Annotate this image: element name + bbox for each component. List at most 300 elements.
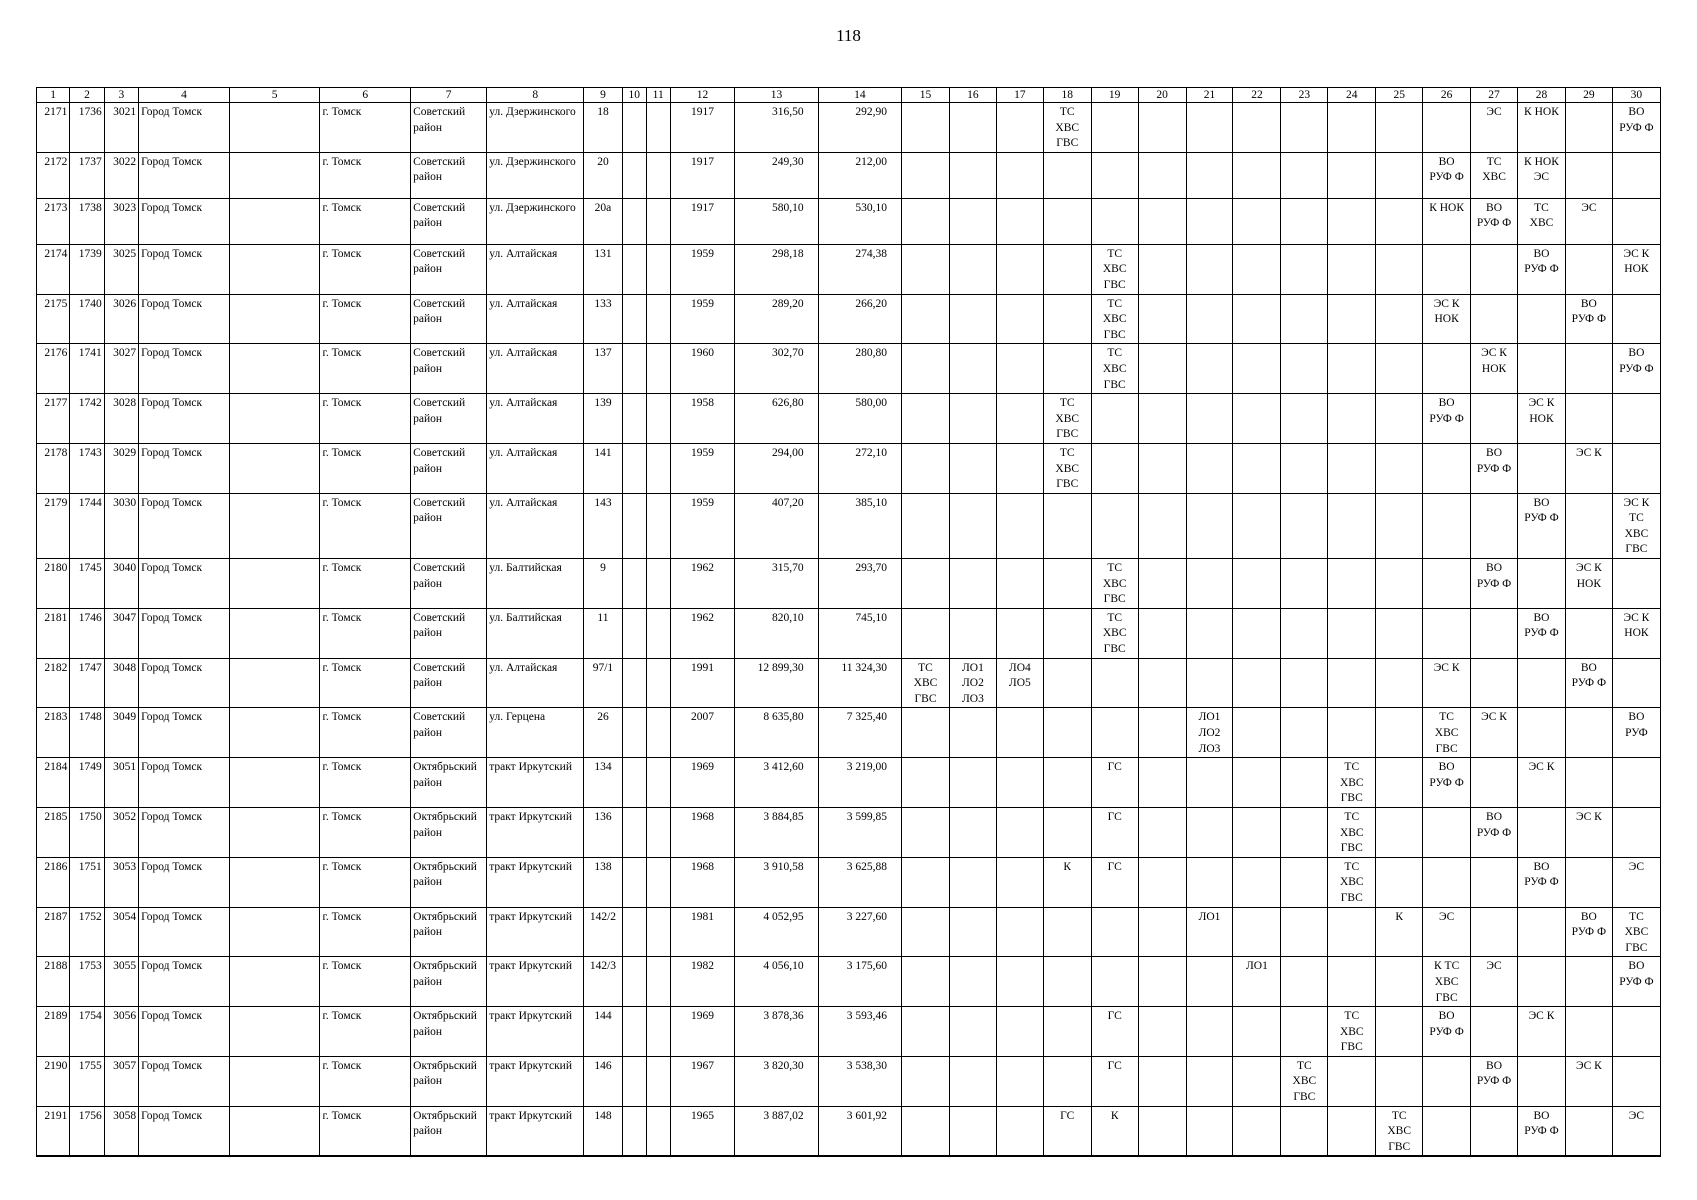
table-cell: тракт Иркутский (487, 1106, 584, 1156)
table-cell: 212,00 (818, 152, 901, 198)
table-cell (1518, 443, 1566, 493)
table-cell (902, 493, 950, 558)
table-cell: ЛО1 (1186, 907, 1233, 957)
table-cell: 139 (584, 394, 623, 444)
table-body (37, 103, 1661, 1157)
table-cell (1423, 344, 1471, 394)
table-cell: 3030 (104, 493, 138, 558)
table-cell (1471, 907, 1518, 957)
table-cell: 2007 (670, 708, 735, 758)
table-cell: ВО РУФ Ф (1423, 1007, 1471, 1057)
table-cell: ул. Балтийская (487, 559, 584, 609)
table-cell: ЭС К (1518, 1007, 1566, 1057)
table-cell: 3 820,30 (735, 1056, 818, 1106)
table-cell: 3 538,30 (818, 1056, 901, 1106)
table-cell: ЭС (1612, 857, 1660, 907)
table-cell: 530,10 (818, 198, 901, 244)
table-cell: ЭС К ТС ХВС ГВС (1612, 493, 1660, 558)
table-cell (996, 344, 1043, 394)
table-cell (1328, 708, 1376, 758)
table-cell (1612, 758, 1660, 808)
table-cell (1328, 1106, 1376, 1156)
table-cell: К (1091, 1106, 1138, 1156)
table-cell: ВО РУФ Ф (1518, 1106, 1566, 1156)
table-cell (1233, 857, 1281, 907)
table-cell: г. Томск (320, 608, 411, 658)
table-cell (1186, 443, 1233, 493)
table-cell: Советский район (411, 658, 487, 708)
table-cell (1376, 957, 1423, 1007)
table-cell (949, 857, 996, 907)
table-cell (229, 708, 320, 758)
table-cell (1233, 394, 1281, 444)
table-cell (1138, 294, 1186, 344)
table-cell: 3057 (104, 1056, 138, 1106)
table-cell: г. Томск (320, 559, 411, 609)
table-cell (622, 394, 646, 444)
table-cell: 1962 (670, 608, 735, 658)
table-cell (646, 608, 670, 658)
table-cell: г. Томск (320, 294, 411, 344)
table-cell: 2171 (37, 103, 70, 153)
column-header: 27 (1471, 88, 1518, 103)
table-cell (1186, 198, 1233, 244)
table-cell: ВО РУФ Ф (1471, 443, 1518, 493)
table-cell: 142/2 (584, 907, 623, 957)
table-cell: ЭС К (1565, 807, 1612, 857)
table-cell (622, 198, 646, 244)
table-cell (646, 294, 670, 344)
table-cell: Советский район (411, 344, 487, 394)
table-cell: ГС (1091, 857, 1138, 907)
table-cell: ТС ХВС ГВС (1612, 907, 1660, 957)
table-cell (1138, 1056, 1186, 1106)
table-row (37, 244, 1661, 294)
table-cell (1376, 1007, 1423, 1057)
table-cell (996, 907, 1043, 957)
table-cell (1423, 1106, 1471, 1156)
table-cell: 249,30 (735, 152, 818, 198)
table-cell: 18 (584, 103, 623, 153)
table-cell (622, 957, 646, 1007)
table-cell (1233, 559, 1281, 609)
table-cell: 3 887,02 (735, 1106, 818, 1156)
table-cell: тракт Иркутский (487, 758, 584, 808)
table-cell: 1959 (670, 443, 735, 493)
table-cell (1423, 857, 1471, 907)
table-cell (949, 957, 996, 1007)
table-cell (1043, 198, 1091, 244)
table-cell: 1958 (670, 394, 735, 444)
table-cell (1612, 807, 1660, 857)
table-cell: г. Томск (320, 344, 411, 394)
table-cell (1233, 907, 1281, 957)
table-cell (902, 1056, 950, 1106)
table-cell (1423, 608, 1471, 658)
table-cell (1471, 658, 1518, 708)
table-cell: ВО РУФ Ф (1518, 608, 1566, 658)
table-cell (1471, 493, 1518, 558)
table-cell: 293,70 (818, 559, 901, 609)
table-cell (646, 807, 670, 857)
table-cell (1471, 394, 1518, 444)
table-cell: тракт Иркутский (487, 857, 584, 907)
table-cell (996, 103, 1043, 153)
table-cell: ТС ХВС ГВС (1091, 294, 1138, 344)
table-cell: 1959 (670, 294, 735, 344)
table-row (37, 493, 1661, 558)
table-cell (996, 857, 1043, 907)
table-cell (229, 152, 320, 198)
table-cell (949, 152, 996, 198)
table-cell: К (1043, 857, 1091, 907)
table-cell: Город Томск (139, 907, 230, 957)
table-row (37, 344, 1661, 394)
table-cell (902, 1106, 950, 1156)
table-cell (996, 957, 1043, 1007)
table-cell: К (1376, 907, 1423, 957)
table-cell (646, 559, 670, 609)
table-cell (1043, 244, 1091, 294)
table-cell: 3 599,85 (818, 807, 901, 857)
table-cell: 2191 (37, 1106, 70, 1156)
table-cell (1091, 907, 1138, 957)
column-header: 9 (584, 88, 623, 103)
table-cell (622, 807, 646, 857)
table-cell: г. Томск (320, 708, 411, 758)
table-cell: 280,80 (818, 344, 901, 394)
table-cell: ЭС К (1471, 708, 1518, 758)
table-cell: 294,00 (735, 443, 818, 493)
table-cell (1565, 244, 1612, 294)
table-cell (1612, 152, 1660, 198)
table-cell: ул. Алтайская (487, 344, 584, 394)
table-cell (1233, 1056, 1281, 1106)
table-cell (1138, 198, 1186, 244)
table-cell (1376, 394, 1423, 444)
table-cell (229, 608, 320, 658)
table-cell (996, 493, 1043, 558)
table-cell: 1959 (670, 493, 735, 558)
table-cell (1612, 658, 1660, 708)
table-cell (1091, 493, 1138, 558)
table-cell (622, 1007, 646, 1057)
table-cell (1565, 493, 1612, 558)
table-cell: ВО РУФ Ф (1518, 244, 1566, 294)
table-cell (1233, 103, 1281, 153)
table-cell (1281, 1106, 1328, 1156)
table-cell: ЛО1 (1233, 957, 1281, 1007)
table-cell: ЭС (1565, 198, 1612, 244)
table-cell: 1967 (670, 1056, 735, 1106)
table-cell (1281, 608, 1328, 658)
table-cell (1233, 244, 1281, 294)
table-cell (1328, 957, 1376, 1007)
table-cell: Город Томск (139, 103, 230, 153)
column-header: 18 (1043, 88, 1091, 103)
table-cell (902, 559, 950, 609)
table-cell: 3 910,58 (735, 857, 818, 907)
table-cell: 3052 (104, 807, 138, 857)
table-cell (949, 907, 996, 957)
table-cell (229, 394, 320, 444)
table-cell (646, 443, 670, 493)
table-cell: 1968 (670, 857, 735, 907)
table-cell (949, 1007, 996, 1057)
column-header: 24 (1328, 88, 1376, 103)
table-cell (996, 1056, 1043, 1106)
table-cell: 1740 (70, 294, 104, 344)
table-cell: 1962 (670, 559, 735, 609)
table-cell: ТС ХВС ГВС (1091, 244, 1138, 294)
column-header: 5 (229, 88, 320, 103)
table-cell (1376, 198, 1423, 244)
table-cell (1186, 857, 1233, 907)
table-row (37, 103, 1661, 153)
table-cell (996, 708, 1043, 758)
table-cell (949, 394, 996, 444)
table-cell (1138, 394, 1186, 444)
table-cell (1518, 807, 1566, 857)
table-cell: ТС ХВС ГВС (1328, 807, 1376, 857)
table-cell: ВО РУФ Ф (1565, 294, 1612, 344)
table-cell (1328, 658, 1376, 708)
table-cell: 1742 (70, 394, 104, 444)
table-cell: 1982 (670, 957, 735, 1007)
column-header: 19 (1091, 88, 1138, 103)
table-cell (1138, 658, 1186, 708)
table-cell (229, 443, 320, 493)
table-cell (1138, 758, 1186, 808)
table-cell (1518, 708, 1566, 758)
table-cell (1423, 103, 1471, 153)
column-header: 17 (996, 88, 1043, 103)
table-cell: 292,90 (818, 103, 901, 153)
table-cell: 266,20 (818, 294, 901, 344)
table-cell: ВО РУФ Ф (1612, 957, 1660, 1007)
table-cell (1186, 103, 1233, 153)
table-cell: 289,20 (735, 294, 818, 344)
table-cell: ул. Балтийская (487, 608, 584, 658)
table-cell: 7 325,40 (818, 708, 901, 758)
table-row (37, 1106, 1661, 1156)
table-cell (1281, 907, 1328, 957)
table-cell: 2178 (37, 443, 70, 493)
table-cell: 1751 (70, 857, 104, 907)
table-cell: 3029 (104, 443, 138, 493)
table-cell (1138, 907, 1186, 957)
column-header: 7 (411, 88, 487, 103)
table-cell (902, 294, 950, 344)
table-cell (996, 394, 1043, 444)
table-cell (1043, 1056, 1091, 1106)
table-cell (1612, 394, 1660, 444)
table-cell (622, 1106, 646, 1156)
data-table (36, 87, 1661, 1157)
table-cell (996, 758, 1043, 808)
table-cell (1471, 1106, 1518, 1156)
table-cell (1328, 493, 1376, 558)
table-cell (229, 103, 320, 153)
table-cell (229, 957, 320, 1007)
table-cell: 12 899,30 (735, 658, 818, 708)
table-cell: тракт Иркутский (487, 1007, 584, 1057)
table-cell: 1750 (70, 807, 104, 857)
table-cell: ул. Алтайская (487, 394, 584, 444)
table-cell: 385,10 (818, 493, 901, 558)
table-cell: 1744 (70, 493, 104, 558)
table-cell (1281, 493, 1328, 558)
table-cell: 1738 (70, 198, 104, 244)
table-cell (1138, 1007, 1186, 1057)
table-cell: Советский район (411, 294, 487, 344)
table-cell (996, 559, 1043, 609)
table-cell: Советский район (411, 198, 487, 244)
table-row (37, 198, 1661, 244)
table-cell (646, 708, 670, 758)
table-cell (1186, 758, 1233, 808)
table-cell: Октябрьский район (411, 1007, 487, 1057)
table-cell (622, 608, 646, 658)
table-cell: ул. Алтайская (487, 658, 584, 708)
table-cell (1376, 294, 1423, 344)
table-cell: 1969 (670, 758, 735, 808)
table-cell: 148 (584, 1106, 623, 1156)
table-cell (646, 758, 670, 808)
table-cell: 11 324,30 (818, 658, 901, 708)
table-cell: 3058 (104, 1106, 138, 1156)
table-cell: 580,10 (735, 198, 818, 244)
table-cell (1328, 198, 1376, 244)
column-header: 11 (646, 88, 670, 103)
column-header: 4 (139, 88, 230, 103)
table-cell: г. Томск (320, 103, 411, 153)
table-row (37, 1007, 1661, 1057)
table-cell: 2174 (37, 244, 70, 294)
table-cell: Октябрьский район (411, 807, 487, 857)
column-header: 10 (622, 88, 646, 103)
table-cell (646, 658, 670, 708)
table-cell (646, 493, 670, 558)
table-row (37, 907, 1661, 957)
table-cell: ТС ХВС ГВС (1043, 443, 1091, 493)
table-cell: ГС (1091, 758, 1138, 808)
table-cell: 2177 (37, 394, 70, 444)
table-cell: тракт Иркутский (487, 907, 584, 957)
table-cell (902, 244, 950, 294)
table-cell: ВО РУФ Ф (1423, 152, 1471, 198)
table-cell: 745,10 (818, 608, 901, 658)
table-cell (1186, 344, 1233, 394)
table-cell (1376, 758, 1423, 808)
table-cell (1328, 394, 1376, 444)
table-cell (229, 1056, 320, 1106)
table-cell (996, 443, 1043, 493)
table-cell (902, 857, 950, 907)
table-cell: 8 635,80 (735, 708, 818, 758)
table-cell (1186, 493, 1233, 558)
table-cell (949, 608, 996, 658)
table-cell: ТС ХВС ГВС (1091, 344, 1138, 394)
column-header: 3 (104, 88, 138, 103)
table-cell (1233, 708, 1281, 758)
table-cell: 1969 (670, 1007, 735, 1057)
table-cell (1612, 443, 1660, 493)
table-cell: Советский район (411, 608, 487, 658)
table-cell (1281, 758, 1328, 808)
table-cell: Советский район (411, 103, 487, 153)
table-cell: ул. Герцена (487, 708, 584, 758)
table-cell (622, 294, 646, 344)
table-cell (1471, 294, 1518, 344)
table-cell: Город Томск (139, 394, 230, 444)
table-cell: г. Томск (320, 1007, 411, 1057)
table-cell (1328, 344, 1376, 394)
column-header: 26 (1423, 88, 1471, 103)
table-cell: ТС ХВС (1518, 198, 1566, 244)
table-cell: 142/3 (584, 957, 623, 1007)
table-cell: Советский район (411, 493, 487, 558)
table-cell: Советский район (411, 443, 487, 493)
table-cell: 3047 (104, 608, 138, 658)
table-cell (646, 198, 670, 244)
table-cell: г. Томск (320, 1106, 411, 1156)
table-cell: Город Томск (139, 857, 230, 907)
table-cell (1233, 1106, 1281, 1156)
table-cell: 146 (584, 1056, 623, 1106)
table-cell (1043, 559, 1091, 609)
table-cell: ЭС К НОК (1518, 394, 1566, 444)
table-cell: Город Томск (139, 758, 230, 808)
table-cell (1281, 857, 1328, 907)
table-cell (996, 152, 1043, 198)
table-cell (902, 394, 950, 444)
table-cell (1376, 708, 1423, 758)
table-cell: ЭС К (1565, 1056, 1612, 1106)
table-cell (1612, 198, 1660, 244)
column-header: 13 (735, 88, 818, 103)
table-cell (996, 244, 1043, 294)
table-cell (1376, 103, 1423, 153)
table-cell (1043, 658, 1091, 708)
table-cell (1518, 907, 1566, 957)
table-cell (1518, 559, 1566, 609)
table-cell (1138, 708, 1186, 758)
table-cell: 134 (584, 758, 623, 808)
table-cell (1138, 152, 1186, 198)
table-cell (1565, 394, 1612, 444)
table-cell (1233, 294, 1281, 344)
table-row (37, 152, 1661, 198)
table-cell: ТС ХВС ГВС (1043, 394, 1091, 444)
table-cell: ВО РУФ Ф (1518, 493, 1566, 558)
table-cell: 2182 (37, 658, 70, 708)
table-cell (646, 344, 670, 394)
table-cell: ТС ХВС ГВС (1328, 758, 1376, 808)
table-cell (1281, 708, 1328, 758)
table-cell: 3 601,92 (818, 1106, 901, 1156)
table-cell: ГС (1091, 1056, 1138, 1106)
table-cell: 2180 (37, 559, 70, 609)
table-cell: Город Томск (139, 708, 230, 758)
table-cell: 272,10 (818, 443, 901, 493)
table-cell: 3 878,36 (735, 1007, 818, 1057)
table-cell (1186, 559, 1233, 609)
table-cell: 133 (584, 294, 623, 344)
table-cell (1091, 957, 1138, 1007)
table-cell (229, 244, 320, 294)
table-cell (1281, 559, 1328, 609)
